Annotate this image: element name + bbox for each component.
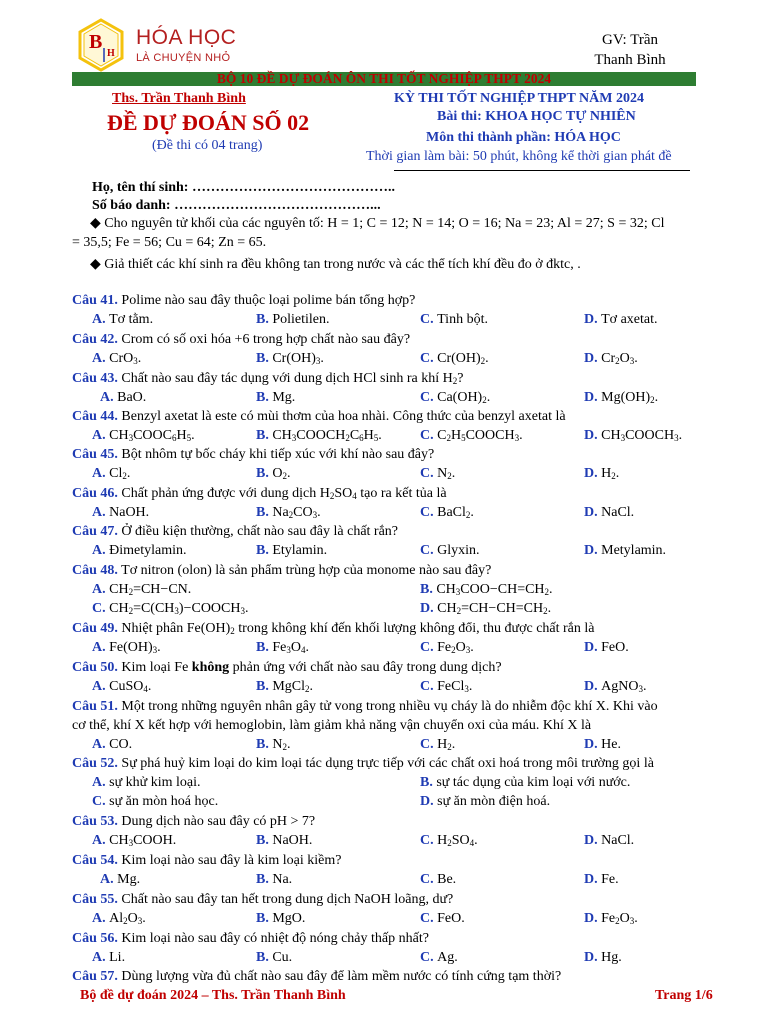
answer-option[interactable] bbox=[420, 580, 553, 599]
answer-option[interactable] bbox=[92, 599, 249, 618]
option-letter: B. bbox=[256, 640, 273, 655]
option-text: NaCl. bbox=[601, 505, 635, 520]
teacher-block bbox=[580, 30, 680, 70]
option-letter: C. bbox=[92, 794, 110, 809]
question-number: Câu 55. bbox=[72, 892, 118, 907]
option-letter: C. bbox=[420, 505, 438, 520]
exam-subject: Môn thi thành phần: HÓA HỌC bbox=[426, 130, 621, 145]
banner-title: BỘ 10 ĐỀ DỰ ĐOÁN ÔN THI TỐT NGHIỆP THPT 2024 bbox=[216, 71, 552, 86]
option-text: FeO. bbox=[601, 640, 629, 655]
question-number: Câu 45. bbox=[72, 447, 118, 462]
option-text: Hg. bbox=[601, 950, 622, 965]
option-letter: B. bbox=[256, 833, 273, 848]
option-letter: A. bbox=[92, 911, 110, 926]
option-text: $Cl_2$. bbox=[109, 466, 131, 481]
brand-title: HÓA HỌC bbox=[136, 26, 237, 49]
candidate-id-line bbox=[92, 196, 381, 215]
option-letter: D. bbox=[584, 466, 602, 481]
option-letter: D. bbox=[584, 543, 602, 558]
answer-option[interactable] bbox=[584, 503, 634, 522]
answer-option[interactable] bbox=[100, 388, 146, 407]
option-letter: A. bbox=[92, 737, 110, 752]
answer-option[interactable] bbox=[256, 831, 312, 850]
question-text: Kim loại Fe bbox=[117, 660, 192, 675]
option-text: $Fe_3O_4$. bbox=[272, 640, 309, 655]
option-letter: B. bbox=[256, 390, 273, 405]
question-number: Câu 52. bbox=[72, 756, 118, 771]
option-letter: D. bbox=[584, 390, 602, 405]
answer-option[interactable] bbox=[92, 541, 187, 560]
answer-option[interactable] bbox=[584, 426, 682, 445]
question-text: Dùng lượng vừa đủ chất nào sau đây để làm mềm nước có tính cứng tạm thời? bbox=[117, 969, 562, 984]
option-text: $O_2$. bbox=[272, 466, 291, 481]
answer-option[interactable] bbox=[584, 638, 629, 657]
answer-option[interactable] bbox=[420, 388, 490, 407]
option-letter: D. bbox=[584, 679, 602, 694]
option-text: $H_2$. bbox=[437, 737, 456, 752]
option-text: Glyxin. bbox=[437, 543, 480, 558]
question-stem bbox=[72, 522, 398, 541]
candidate-name-dots: …………………………………….. bbox=[188, 180, 395, 195]
svg-text:B: B bbox=[89, 31, 103, 53]
question-stem bbox=[72, 851, 341, 870]
option-text: Tơ axetat. bbox=[601, 312, 658, 327]
candidate-id-dots: ……………………………………... bbox=[170, 198, 381, 213]
answer-option[interactable] bbox=[256, 503, 321, 522]
question-text: Bột nhôm tự bốc cháy khi tiếp xúc với khí nào sau đây? bbox=[117, 447, 435, 462]
question-number: Câu 56. bbox=[72, 931, 118, 946]
option-letter: A. bbox=[92, 351, 110, 366]
atomic-mass-note: ◆ Cho nguyên tử khối của các nguyên tố: H = 1; C = 12; N = 14; O = 16; Na = 23; Al = 27; S = 32; Cl bbox=[90, 216, 665, 231]
option-text: $CH_2=C(CH_3)-COOCH_3$. bbox=[109, 601, 249, 616]
answer-option[interactable] bbox=[584, 388, 658, 407]
question-text: Sự phá huỷ kim loại do kim loại tác dụng trực tiếp với các chất oxi hoá trong môi trường gọi là bbox=[117, 756, 654, 771]
option-text: Đimetylamin. bbox=[109, 543, 187, 558]
option-letter: C. bbox=[420, 911, 438, 926]
option-text: CrO$_3$. bbox=[109, 351, 142, 366]
question-text: Dung dịch nào sau đây có pH > 7? bbox=[117, 814, 316, 829]
option-letter: C. bbox=[420, 737, 438, 752]
question-emphasis: không bbox=[191, 660, 230, 675]
answer-option[interactable] bbox=[420, 503, 474, 522]
brand-tagline: LÀ CHUYỆN NHỎ bbox=[136, 52, 231, 64]
question-stem bbox=[72, 330, 410, 349]
option-text: $Al_2O_3$. bbox=[109, 911, 146, 926]
option-text: sự khử kim loại. bbox=[109, 775, 201, 790]
answer-option[interactable] bbox=[256, 426, 382, 445]
option-letter: D. bbox=[584, 505, 602, 520]
option-text: $Ca(OH)_2$. bbox=[437, 390, 491, 405]
question-number: Câu 44. bbox=[72, 409, 118, 424]
option-letter: C. bbox=[92, 601, 110, 616]
teacher-name: Thanh Bình bbox=[594, 52, 666, 68]
option-text: MgO. bbox=[272, 911, 306, 926]
answer-option[interactable] bbox=[256, 870, 292, 889]
page-title: ĐỀ DỰ ĐOÁN SỐ 02 bbox=[107, 110, 310, 135]
option-text: $Na_2CO_3$. bbox=[272, 505, 321, 520]
answer-option[interactable] bbox=[420, 638, 474, 657]
question-stem bbox=[72, 697, 658, 716]
option-letter: B. bbox=[256, 679, 273, 694]
option-letter: C. bbox=[420, 679, 438, 694]
option-text: Etylamin. bbox=[272, 543, 328, 558]
answer-option[interactable] bbox=[420, 677, 472, 696]
answer-option[interactable] bbox=[92, 580, 191, 599]
answer-option[interactable] bbox=[420, 310, 488, 329]
option-letter: D. bbox=[584, 950, 602, 965]
option-letter: C. bbox=[420, 872, 438, 887]
option-text: $CH_3COOC_6H_5$. bbox=[109, 428, 195, 443]
question-stem bbox=[72, 484, 447, 503]
option-letter: B. bbox=[256, 351, 273, 366]
option-letter: A. bbox=[92, 775, 110, 790]
option-letter: B. bbox=[256, 872, 273, 887]
option-text: AgNO$_3$. bbox=[601, 679, 647, 694]
option-text: $Fe_2O_3$. bbox=[437, 640, 474, 655]
option-text: $N_2$. bbox=[437, 466, 456, 481]
answer-option[interactable] bbox=[584, 735, 621, 754]
option-letter: D. bbox=[584, 872, 602, 887]
option-letter: C. bbox=[420, 950, 438, 965]
option-letter: B. bbox=[420, 582, 437, 597]
option-text: CO. bbox=[109, 737, 133, 752]
question-stem bbox=[72, 929, 429, 948]
question-text: Kim loại nào sau đây có nhiệt độ nóng chảy thấp nhất? bbox=[117, 931, 429, 946]
option-text: CuSO$_4$. bbox=[109, 679, 152, 694]
option-letter: D. bbox=[584, 351, 602, 366]
option-letter: A. bbox=[92, 950, 110, 965]
option-letter: A. bbox=[92, 582, 110, 597]
answer-option[interactable] bbox=[256, 349, 324, 368]
option-text: $N_2$. bbox=[272, 737, 291, 752]
answer-option[interactable] bbox=[92, 735, 132, 754]
option-text: NaCl. bbox=[601, 833, 635, 848]
answer-option[interactable] bbox=[92, 792, 218, 811]
answer-option[interactable] bbox=[256, 677, 313, 696]
question-text: Crom có số oxi hóa +6 trong hợp chất nào sau đây? bbox=[117, 332, 411, 347]
answer-option[interactable] bbox=[420, 599, 551, 618]
answer-option[interactable] bbox=[92, 464, 130, 483]
answer-option[interactable] bbox=[420, 909, 465, 928]
option-text: sự tác dụng của kim loại với nước. bbox=[436, 775, 631, 790]
divider bbox=[394, 170, 690, 171]
option-text: MgCl$_2$. bbox=[272, 679, 314, 694]
option-letter: C. bbox=[420, 428, 438, 443]
answer-option[interactable] bbox=[584, 677, 646, 696]
candidate-id-label: Số báo danh: bbox=[92, 198, 171, 213]
option-text: $H_2$. bbox=[601, 466, 620, 481]
answer-option[interactable] bbox=[420, 773, 630, 792]
option-text: BaO. bbox=[117, 390, 147, 405]
option-letter: C. bbox=[420, 351, 438, 366]
exam-name: KỲ THI TỐT NGHIỆP THPT NĂM 2024 bbox=[394, 91, 644, 106]
answer-option[interactable] bbox=[420, 541, 480, 560]
answer-option[interactable] bbox=[584, 831, 634, 850]
answer-option[interactable] bbox=[92, 426, 195, 445]
option-letter: C. bbox=[420, 390, 438, 405]
answer-option[interactable] bbox=[92, 503, 149, 522]
svg-text:H: H bbox=[107, 48, 115, 59]
option-text: Tơ tằm. bbox=[109, 312, 154, 327]
answer-option[interactable] bbox=[584, 870, 619, 889]
question-stem bbox=[72, 291, 415, 310]
option-letter: A. bbox=[92, 312, 110, 327]
option-letter: A. bbox=[92, 505, 110, 520]
question-text: phản ứng với chất nào sau đây trong dung dịch? bbox=[229, 660, 502, 675]
option-text: $CH_3COO-CH=CH_2$. bbox=[436, 582, 553, 597]
question-stem bbox=[72, 619, 595, 638]
option-text: FeO. bbox=[437, 911, 465, 926]
answer-option[interactable] bbox=[420, 349, 489, 368]
question-text: Chất nào sau đây tác dụng với dung dịch HCl sinh ra khí $H_2$? bbox=[117, 371, 464, 386]
question-text: Ở điều kiện thường, chất nào sau đây là chất rắn? bbox=[117, 524, 399, 539]
answer-option[interactable] bbox=[92, 831, 176, 850]
author: Ths. Trần Thanh Bình bbox=[112, 91, 246, 106]
answer-option[interactable] bbox=[92, 349, 141, 368]
option-letter: A. bbox=[92, 640, 110, 655]
question-number: Câu 46. bbox=[72, 486, 118, 501]
option-letter: B. bbox=[256, 466, 273, 481]
option-letter: A. bbox=[92, 428, 110, 443]
answer-option[interactable] bbox=[92, 638, 161, 657]
option-letter: B. bbox=[256, 505, 273, 520]
option-text: Tinh bột. bbox=[437, 312, 488, 327]
option-letter: C. bbox=[420, 466, 438, 481]
answer-option[interactable] bbox=[584, 349, 638, 368]
question-number: Câu 42. bbox=[72, 332, 118, 347]
option-text: Metylamin. bbox=[601, 543, 667, 558]
question-text: Polime nào sau đây thuộc loại polime bán tổng hợp? bbox=[117, 293, 416, 308]
footer-text: Bộ đề dự đoán 2024 – Ths. Trần Thanh Bình bbox=[80, 988, 346, 1003]
option-text: Cu. bbox=[272, 950, 293, 965]
question-text: Chất nào sau đây tan hết trong dung dịch NaOH loãng, dư? bbox=[117, 892, 454, 907]
answer-option[interactable] bbox=[256, 638, 309, 657]
option-text: Mg. bbox=[272, 390, 296, 405]
option-text: Na. bbox=[272, 872, 293, 887]
option-text: $C_2H_5COOCH_3$. bbox=[437, 428, 523, 443]
answer-option[interactable] bbox=[256, 909, 305, 928]
answer-option[interactable] bbox=[92, 773, 201, 792]
option-letter: B. bbox=[256, 312, 273, 327]
option-text: $Cr(OH)_3$. bbox=[272, 351, 324, 366]
answer-option[interactable] bbox=[584, 948, 622, 967]
option-text: $CH_3COOH$. bbox=[109, 833, 177, 848]
option-letter: B. bbox=[256, 428, 273, 443]
question-text: Tơ nitron (olon) là sản phẩm trùng hợp của monome nào sau đây? bbox=[117, 563, 492, 578]
option-text: Be. bbox=[437, 872, 457, 887]
answer-option[interactable] bbox=[256, 310, 330, 329]
question-number: Câu 50. bbox=[72, 660, 118, 675]
hexagon-logo-icon bbox=[78, 18, 124, 72]
option-text: $Cr_2O_3$. bbox=[601, 351, 638, 366]
answer-option[interactable] bbox=[92, 909, 146, 928]
option-letter: B. bbox=[256, 950, 273, 965]
answer-option[interactable] bbox=[420, 464, 455, 483]
option-letter: A. bbox=[92, 679, 110, 694]
option-text: BaCl$_2$. bbox=[437, 505, 474, 520]
option-text: Mg. bbox=[117, 872, 141, 887]
answer-option[interactable] bbox=[256, 541, 327, 560]
question-stem bbox=[72, 369, 463, 388]
question-text: Chất phản ứng được với dung dịch $H_2SO_4$ tạo ra kết tủa là bbox=[117, 486, 447, 501]
option-text: $CH_3COOCH_2C_6H_5$. bbox=[272, 428, 382, 443]
option-text: $Mg(OH)_2$. bbox=[601, 390, 659, 405]
answer-option[interactable] bbox=[256, 388, 295, 407]
option-letter: B. bbox=[256, 737, 273, 752]
option-letter: D. bbox=[584, 833, 602, 848]
question-number: Câu 48. bbox=[72, 563, 118, 578]
question-number: Câu 49. bbox=[72, 621, 118, 636]
option-letter: D. bbox=[420, 601, 438, 616]
answer-option[interactable] bbox=[584, 541, 666, 560]
option-letter: D. bbox=[584, 428, 602, 443]
option-letter: A. bbox=[100, 390, 118, 405]
option-letter: C. bbox=[420, 543, 438, 558]
option-text: $CH_3COOCH_3$. bbox=[601, 428, 683, 443]
option-letter: D. bbox=[584, 312, 602, 327]
option-text: Polietilen. bbox=[272, 312, 330, 327]
teacher-label: GV: Trần bbox=[602, 32, 658, 48]
option-text: Ag. bbox=[437, 950, 458, 965]
answer-option[interactable] bbox=[420, 948, 458, 967]
exam-part: Bài thi: KHOA HỌC TỰ NHIÊN bbox=[437, 109, 636, 124]
option-text: sự ăn mòn hoá học. bbox=[109, 794, 219, 809]
option-letter: B. bbox=[256, 543, 273, 558]
question-number: Câu 47. bbox=[72, 524, 118, 539]
pages-note: (Đề thi có 04 trang) bbox=[152, 138, 263, 153]
option-letter: B. bbox=[256, 911, 273, 926]
gas-note: ◆ Giả thiết các khí sinh ra đều không tan trong nước và các thể tích khí đều đo ở đktc, . bbox=[90, 257, 581, 272]
answer-option[interactable] bbox=[420, 792, 550, 811]
answer-option[interactable] bbox=[256, 464, 290, 483]
answer-option[interactable] bbox=[92, 948, 125, 967]
candidate-name-line bbox=[92, 178, 395, 197]
question-text: Benzyl axetat là este có mùi thơm của hoa nhài. Công thức của benzyl axetat là bbox=[117, 409, 566, 424]
option-letter: B. bbox=[420, 775, 437, 790]
option-text: Fe. bbox=[601, 872, 619, 887]
answer-option[interactable] bbox=[420, 831, 478, 850]
option-letter: D. bbox=[420, 794, 438, 809]
option-letter: C. bbox=[420, 640, 438, 655]
option-letter: D. bbox=[584, 911, 602, 926]
option-text: FeCl$_3$. bbox=[437, 679, 473, 694]
question-stem bbox=[72, 754, 654, 773]
option-text: NaOH. bbox=[272, 833, 313, 848]
question-stem bbox=[72, 967, 561, 986]
option-text: $CH_2=CH-CH=CH_2$. bbox=[437, 601, 552, 616]
question-number: Câu 43. bbox=[72, 371, 118, 386]
option-letter: D. bbox=[584, 640, 602, 655]
page-number: Trang 1/6 bbox=[655, 988, 713, 1003]
option-text: $H_2SO_4$. bbox=[437, 833, 478, 848]
option-text: NaOH. bbox=[109, 505, 150, 520]
question-text: Nhiệt phân $Fe(OH)_2$ trong không khí đến khối lượng không đổi, thu được chất rắn là bbox=[117, 621, 595, 636]
question-stem bbox=[72, 561, 491, 580]
option-letter: D. bbox=[584, 737, 602, 752]
option-text: sự ăn mòn điện hoá. bbox=[437, 794, 551, 809]
option-letter: A. bbox=[92, 833, 110, 848]
answer-option[interactable] bbox=[584, 310, 658, 329]
question-stem bbox=[72, 890, 453, 909]
question-stem bbox=[72, 658, 502, 677]
question-number: Câu 57. bbox=[72, 969, 118, 984]
option-text: Li. bbox=[109, 950, 126, 965]
answer-option[interactable] bbox=[256, 948, 292, 967]
question-stem bbox=[72, 407, 566, 426]
option-text: $Fe(OH)_3$. bbox=[109, 640, 161, 655]
answer-option[interactable] bbox=[584, 464, 619, 483]
question-number: Câu 51. bbox=[72, 699, 118, 714]
answer-option[interactable] bbox=[420, 735, 455, 754]
question-text-cont: cơ thể, khí X kết hợp với hemoglobin, làm giảm khả năng vận chuyển oxi của máu. Khí X là bbox=[72, 718, 592, 733]
question-stem bbox=[72, 445, 434, 464]
answer-option[interactable] bbox=[92, 677, 151, 696]
question-text: Một trong những nguyên nhân gây tử vong trong nhiều vụ cháy là do nhiễm độc khí X. Khi vào bbox=[117, 699, 658, 714]
option-letter: A. bbox=[92, 466, 110, 481]
candidate-name-label: Họ, tên thí sinh: bbox=[92, 180, 189, 195]
option-text: $Fe_2O_3$. bbox=[601, 911, 638, 926]
answer-option[interactable] bbox=[256, 735, 290, 754]
question-number: Câu 54. bbox=[72, 853, 118, 868]
option-letter: A. bbox=[100, 872, 118, 887]
option-letter: C. bbox=[420, 312, 438, 327]
atomic-mass-note-cont: = 35,5; Fe = 56; Cu = 64; Zn = 65. bbox=[72, 235, 267, 250]
option-text: $Cr(OH)_2$. bbox=[437, 351, 489, 366]
answer-option[interactable] bbox=[100, 870, 140, 889]
option-letter: C. bbox=[420, 833, 438, 848]
option-letter: A. bbox=[92, 543, 110, 558]
answer-option[interactable] bbox=[420, 426, 523, 445]
answer-option[interactable] bbox=[584, 909, 638, 928]
question-text: Kim loại nào sau đây là kim loại kiềm? bbox=[117, 853, 342, 868]
question-number: Câu 53. bbox=[72, 814, 118, 829]
question-number: Câu 41. bbox=[72, 293, 118, 308]
answer-option[interactable] bbox=[92, 310, 153, 329]
exam-time: Thời gian làm bài: 50 phút, không kể thời gian phát đề bbox=[366, 149, 672, 164]
question-stem bbox=[72, 812, 315, 831]
option-text: $CH_2=CH-CN$. bbox=[109, 582, 192, 597]
answer-option[interactable] bbox=[420, 870, 456, 889]
option-text: He. bbox=[601, 737, 621, 752]
